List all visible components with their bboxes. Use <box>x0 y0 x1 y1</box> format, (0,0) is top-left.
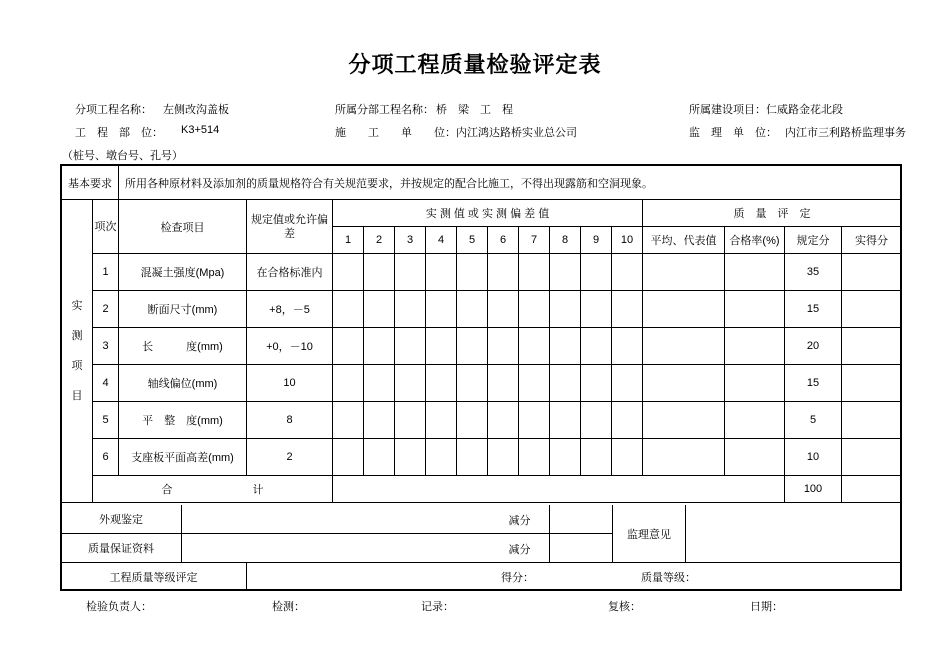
row-spec: 在合格标准内 <box>247 254 333 291</box>
col-item-header: 检查项目 <box>119 200 247 254</box>
col-score-spec-header: 规定分 <box>785 227 842 254</box>
measure-cell[interactable] <box>457 365 488 402</box>
avg-cell[interactable] <box>643 402 725 439</box>
measure-cell[interactable] <box>581 439 612 476</box>
avg-cell[interactable] <box>643 439 725 476</box>
measure-cell[interactable] <box>612 402 643 439</box>
row-no: 3 <box>93 328 119 365</box>
actual-score-cell[interactable] <box>842 439 902 476</box>
total-label <box>93 476 333 503</box>
measure-cell[interactable] <box>488 254 519 291</box>
deduct-label-1: 减分 <box>508 514 531 527</box>
measure-number: 9 <box>581 227 612 254</box>
deduct-label-2: 减分 <box>508 543 531 556</box>
pass-cell[interactable] <box>725 254 785 291</box>
measure-cell[interactable] <box>457 291 488 328</box>
measure-cell[interactable] <box>364 328 395 365</box>
date-label: 日期： <box>750 601 783 613</box>
table-row <box>62 365 902 402</box>
table-row <box>62 254 902 291</box>
measure-cell[interactable] <box>426 291 457 328</box>
measure-cell[interactable] <box>426 254 457 291</box>
supervisor-value: 内江市三利路桥监理事务 <box>785 127 906 139</box>
measure-cell[interactable] <box>364 291 395 328</box>
measure-cell[interactable] <box>612 291 643 328</box>
total-actual-score[interactable] <box>842 476 902 503</box>
row-score: 35 <box>785 254 842 291</box>
measure-number: 6 <box>488 227 519 254</box>
col-index-header: 项次 <box>93 200 119 254</box>
basic-requirements-label: 基本要求 <box>62 166 119 200</box>
pass-cell[interactable] <box>725 328 785 365</box>
lower-section <box>61 505 902 591</box>
measure-cell[interactable] <box>333 365 364 402</box>
measure-cell[interactable] <box>426 402 457 439</box>
measure-cell[interactable] <box>550 328 581 365</box>
measure-cell[interactable] <box>333 254 364 291</box>
measure-cell[interactable] <box>395 254 426 291</box>
table-row <box>62 291 902 328</box>
row-item: 长 度(mm) <box>119 328 247 365</box>
measure-cell[interactable] <box>395 365 426 402</box>
measure-cell[interactable] <box>457 402 488 439</box>
measure-cell[interactable] <box>581 328 612 365</box>
measure-cell[interactable] <box>550 439 581 476</box>
measure-cell[interactable] <box>488 402 519 439</box>
measure-cell[interactable] <box>426 365 457 402</box>
total-row <box>62 476 902 503</box>
project-label: 所属建设项目： <box>689 104 766 116</box>
grade-label: 工程质量等级评定 <box>61 563 247 591</box>
row-item: 平 整 度(mm) <box>119 402 247 439</box>
table-row <box>62 328 902 365</box>
row-score: 15 <box>785 291 842 328</box>
measure-cell[interactable] <box>457 254 488 291</box>
pass-cell[interactable] <box>725 402 785 439</box>
row-spec: 10 <box>247 365 333 402</box>
pass-cell[interactable] <box>725 439 785 476</box>
measure-cell[interactable] <box>581 402 612 439</box>
actual-score-cell[interactable] <box>842 291 902 328</box>
col-spec-header: 规定值或允许偏差 <box>247 200 333 254</box>
row-no: 4 <box>93 365 119 402</box>
row-score: 15 <box>785 365 842 402</box>
measure-cell[interactable] <box>426 328 457 365</box>
col-measured-header: 实 测 值 或 实 测 偏 差 值 <box>333 200 643 227</box>
measure-cell[interactable] <box>333 439 364 476</box>
supervision-opinion-label: 监理意见 <box>613 505 686 563</box>
avg-cell[interactable] <box>643 365 725 402</box>
check-label: 检测： <box>272 601 305 613</box>
measure-cell[interactable] <box>581 365 612 402</box>
measure-cell[interactable] <box>364 254 395 291</box>
row-no: 6 <box>93 439 119 476</box>
total-label-b: 计 <box>252 484 264 496</box>
page-title: 分项工程质量检验评定表 <box>348 53 602 78</box>
col-pass-header: 合格率(%) <box>725 227 785 254</box>
record-label: 记录： <box>421 601 454 613</box>
measure-cell[interactable] <box>395 402 426 439</box>
measure-cell[interactable] <box>364 402 395 439</box>
row-no: 2 <box>93 291 119 328</box>
qa-docs-label: 质量保证资料 <box>61 534 182 563</box>
basic-requirements-text: 所用各种原材料及添加剂的质量规格符合有关规范要求，并按规定的配合比施工，不得出现露筋和空洞现象。 <box>119 166 902 200</box>
actual-score-cell[interactable] <box>842 328 902 365</box>
measure-cell[interactable] <box>333 328 364 365</box>
row-item: 轴线偏位(mm) <box>119 365 247 402</box>
contractor-label: 施 工 单 位： <box>335 127 456 139</box>
avg-cell[interactable] <box>643 254 725 291</box>
measure-cell[interactable] <box>519 439 550 476</box>
table-row <box>62 439 902 476</box>
measure-cell[interactable] <box>550 291 581 328</box>
measure-cell[interactable] <box>612 328 643 365</box>
measure-cell[interactable] <box>488 439 519 476</box>
division-name-value: 桥 梁 工 程 <box>436 104 513 116</box>
measure-number: 8 <box>550 227 581 254</box>
table-row <box>62 402 902 439</box>
total-score: 100 <box>785 476 842 503</box>
row-spec: 2 <box>247 439 333 476</box>
division-name-label: 所属分部工程名称： <box>335 104 434 116</box>
row-spec: 8 <box>247 402 333 439</box>
measure-cell[interactable] <box>550 254 581 291</box>
measure-cell[interactable] <box>488 328 519 365</box>
measure-cell[interactable] <box>581 291 612 328</box>
measure-cell[interactable] <box>519 254 550 291</box>
measure-cell[interactable] <box>457 439 488 476</box>
row-score: 20 <box>785 328 842 365</box>
measure-cell[interactable] <box>426 439 457 476</box>
measure-cell[interactable] <box>364 439 395 476</box>
contractor-value: 内江鸿达路桥实业总公司 <box>456 127 577 139</box>
measure-cell[interactable] <box>333 291 364 328</box>
row-spec: +8，－5 <box>247 291 333 328</box>
measure-cell[interactable] <box>550 402 581 439</box>
measure-cell[interactable] <box>488 365 519 402</box>
measure-cell[interactable] <box>395 439 426 476</box>
measure-cell[interactable] <box>395 291 426 328</box>
actual-score-cell[interactable] <box>842 402 902 439</box>
quality-grade-label: 质量等级： <box>641 572 696 584</box>
measure-cell[interactable] <box>457 328 488 365</box>
actual-score-cell[interactable] <box>842 365 902 402</box>
measure-cell[interactable] <box>519 365 550 402</box>
inspector-label: 检验负责人： <box>86 601 152 613</box>
total-label-a: 合 <box>161 484 173 496</box>
row-score: 5 <box>785 402 842 439</box>
measure-cell[interactable] <box>519 328 550 365</box>
col-score-actual-header: 实得分 <box>842 227 902 254</box>
deduct-field-1[interactable] <box>550 505 613 534</box>
measure-number: 5 <box>457 227 488 254</box>
review-label: 复核： <box>608 601 641 613</box>
subitem-name-label: 分项工程名称： <box>75 104 152 116</box>
measure-cell[interactable] <box>519 402 550 439</box>
measured-items-label: 实 测 项 目 <box>62 200 93 503</box>
measure-number: 1 <box>333 227 364 254</box>
subitem-name-value: 左侧改沟盖板 <box>163 104 229 116</box>
pass-cell[interactable] <box>725 291 785 328</box>
avg-cell[interactable] <box>643 328 725 365</box>
row-item: 混凝土强度(Mpa) <box>119 254 247 291</box>
measure-number: 4 <box>426 227 457 254</box>
pass-cell[interactable] <box>725 365 785 402</box>
row-no: 1 <box>93 254 119 291</box>
col-avg-header: 平均、代表值 <box>643 227 725 254</box>
measure-cell[interactable] <box>612 365 643 402</box>
measure-cell[interactable] <box>333 402 364 439</box>
measure-number: 7 <box>519 227 550 254</box>
col-quality-header: 质 量 评 定 <box>643 200 902 227</box>
row-score: 10 <box>785 439 842 476</box>
evaluation-table <box>61 165 902 503</box>
actual-score-cell[interactable] <box>842 254 902 291</box>
score-label: 得分： <box>501 572 534 584</box>
avg-cell[interactable] <box>643 291 725 328</box>
row-item: 支座板平面高差(mm) <box>119 439 247 476</box>
measure-cell[interactable] <box>612 254 643 291</box>
row-no: 5 <box>93 402 119 439</box>
row-spec: +0，－10 <box>247 328 333 365</box>
measure-cell[interactable] <box>612 439 643 476</box>
measure-number: 3 <box>395 227 426 254</box>
measure-cell[interactable] <box>364 365 395 402</box>
measure-number: 10 <box>612 227 643 254</box>
measure-cell[interactable] <box>519 291 550 328</box>
deduct-field-2[interactable] <box>550 534 613 563</box>
measure-number: 2 <box>364 227 395 254</box>
measure-cell[interactable] <box>550 365 581 402</box>
location-note: （桩号、墩台号、孔号） <box>62 150 183 162</box>
appearance-label: 外观鉴定 <box>61 505 182 534</box>
supervision-opinion-field[interactable] <box>686 505 902 563</box>
project-value: 仁威路金花北段 <box>766 104 843 116</box>
total-blank <box>333 476 785 503</box>
measure-cell[interactable] <box>488 291 519 328</box>
location-label: 工 程 部 位： <box>75 127 163 139</box>
row-item: 断面尺寸(mm) <box>119 291 247 328</box>
measure-cell[interactable] <box>395 328 426 365</box>
measure-cell[interactable] <box>581 254 612 291</box>
location-value: K3+514 <box>181 124 220 136</box>
supervisor-label: 监 理 单 位： <box>689 127 777 139</box>
